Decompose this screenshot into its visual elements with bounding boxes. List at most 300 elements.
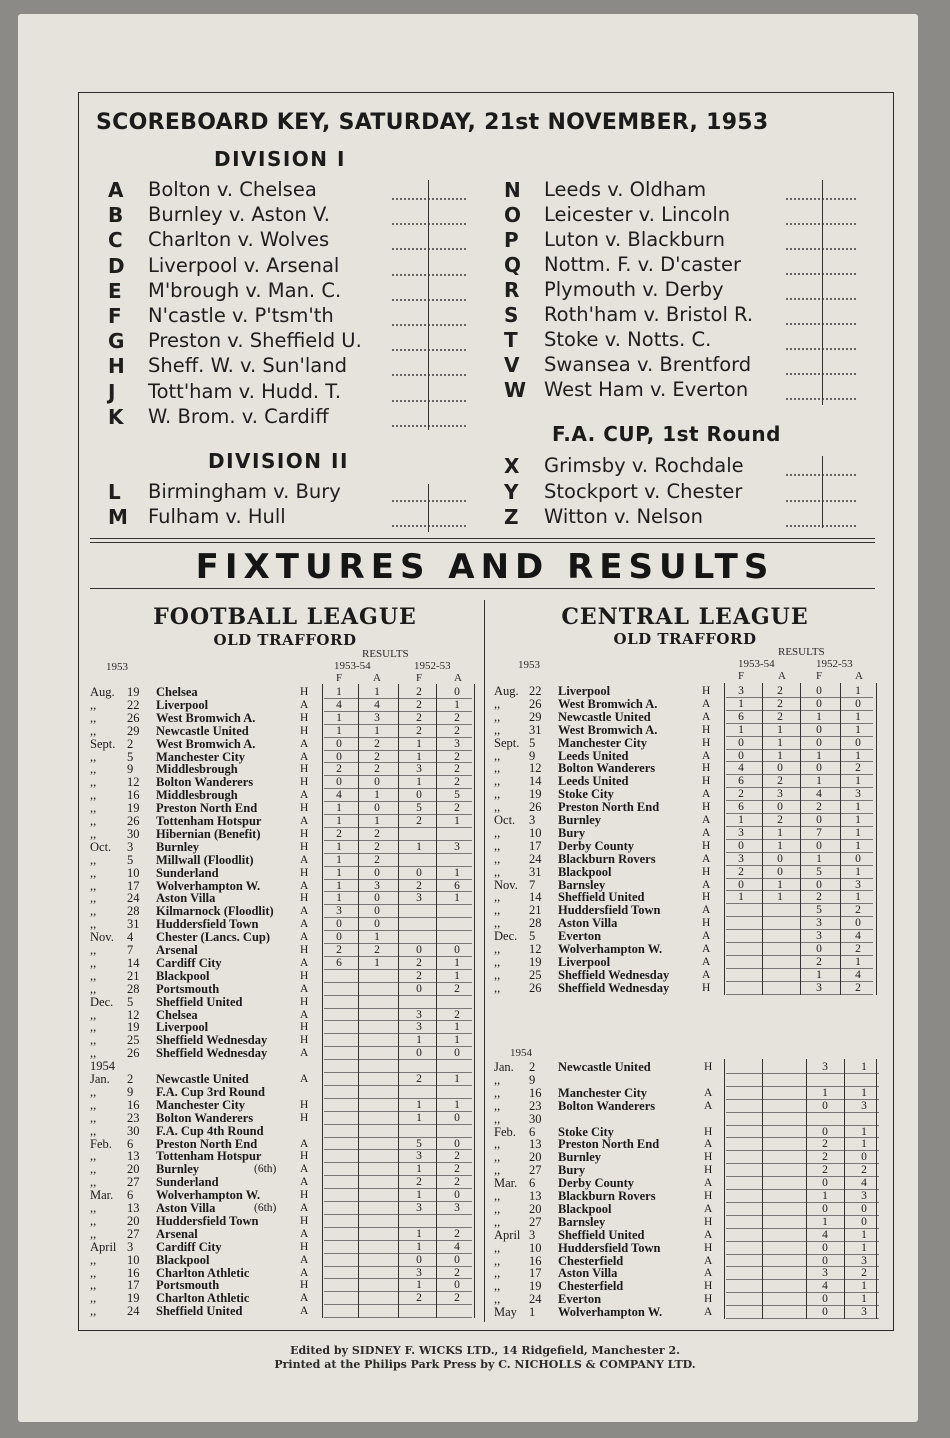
month-cell: ,, [90, 904, 97, 919]
month-cell: ,, [494, 1189, 501, 1203]
footer-editor: Edited by SIDNEY F. WICKS LTD., 14 Ridgefield, Manchester 2. [290, 1344, 680, 1357]
score-against-cell: 1 [374, 815, 380, 827]
score-against-cell: 2 [454, 1150, 460, 1163]
score-divider [428, 484, 429, 532]
score-against-cell: 2 [374, 944, 380, 956]
day-cell: 20 [529, 1150, 542, 1165]
score-against-cell: 1 [861, 1125, 867, 1138]
opponent-cell: Sunderland [156, 865, 219, 880]
day-cell: 16 [529, 1253, 542, 1268]
score-for-cell: 1 [416, 1163, 422, 1176]
day-cell: 26 [127, 710, 140, 725]
score-against-cell: 0 [454, 944, 460, 956]
central-league-title: CENTRAL LEAGUE [561, 604, 809, 630]
score-for-cell: 0 [416, 866, 422, 879]
opponent-cell: West Bromwich A. [558, 722, 658, 737]
score-for-cell: 0 [738, 839, 744, 852]
venue-cell: H [704, 1061, 713, 1073]
venue-cell: H [702, 865, 711, 878]
day-cell: 19 [127, 1020, 140, 1035]
for-label: F [416, 672, 423, 684]
score-for-cell: 1 [816, 710, 822, 723]
score-entry-line [786, 248, 856, 250]
venue-cell: H [300, 776, 309, 789]
score-for-cell: 5 [416, 1137, 422, 1150]
opponent-cell: Leeds United [558, 774, 629, 789]
day-cell: 22 [529, 684, 542, 698]
fixtures-title: FIXTURES AND RESULTS [195, 547, 775, 587]
venue-cell: A [300, 905, 309, 918]
score-divider [822, 180, 823, 405]
month-cell: Feb. [90, 1136, 112, 1151]
opponent-cell: Burnley [156, 1162, 200, 1177]
score-against-cell: 1 [861, 1241, 867, 1254]
month-cell: Sept. [90, 736, 116, 751]
score-for-cell: 0 [416, 789, 422, 802]
month-cell: Jan. [494, 1060, 514, 1074]
score-against-cell: 1 [855, 749, 861, 762]
day-cell: 19 [127, 685, 140, 699]
month-cell: Mar. [90, 1188, 114, 1203]
month-cell: ,, [494, 722, 501, 737]
score-for-cell: 5 [416, 802, 422, 815]
opponent-cell: Huddersfield Town [558, 903, 661, 918]
fixture-text: Fulham v. Hull [148, 505, 286, 528]
score-entry-line [786, 500, 856, 502]
day-cell: 29 [127, 723, 140, 738]
score-against-cell: 1 [777, 878, 783, 891]
venue-cell: H [300, 892, 309, 905]
day-cell: 31 [127, 917, 140, 932]
day-cell: 20 [127, 1162, 140, 1177]
opponent-cell: F.A. Cup 3rd Round [156, 1084, 265, 1099]
opponent-cell: Manchester City [558, 735, 647, 750]
day-cell: 14 [529, 774, 542, 789]
score-against-cell: 3 [454, 840, 460, 853]
score-for-cell: 1 [336, 853, 342, 866]
score-against-cell: 3 [861, 1306, 867, 1319]
table-column-line [844, 1059, 845, 1319]
score-against-cell: 2 [454, 776, 460, 789]
fixture-letter: G [108, 329, 125, 354]
day-cell: 30 [127, 826, 140, 841]
score-against-cell: 2 [454, 1176, 460, 1189]
opponent-cell: Blackpool [156, 968, 210, 983]
venue-cell: H [300, 866, 309, 879]
score-against-cell: 0 [855, 697, 861, 710]
score-for-cell: 5 [816, 904, 822, 917]
score-for-cell: 0 [816, 736, 822, 749]
score-for-cell: 0 [822, 1202, 828, 1215]
venue-cell: A [702, 814, 711, 826]
score-for-cell: 2 [416, 724, 422, 737]
venue-cell: A [704, 1086, 713, 1099]
football-league-subtitle: OLD TRAFFORD [213, 631, 357, 649]
day-cell: 21 [529, 903, 542, 918]
score-against-cell: 3 [855, 878, 861, 891]
score-against-cell: 1 [861, 1138, 867, 1151]
score-for-cell: 1 [336, 802, 342, 815]
score-for-cell: 1 [416, 1227, 422, 1240]
month-cell: ,, [90, 775, 97, 790]
month-cell: Oct. [90, 839, 112, 854]
score-for-cell: 0 [822, 1241, 828, 1254]
month-cell: ,, [90, 762, 97, 777]
score-for-cell: 0 [416, 982, 422, 995]
opponent-cell: West Bromwich A. [156, 736, 256, 751]
month-cell: Sept. [494, 735, 520, 750]
day-cell: 23 [529, 1098, 542, 1113]
for-label: F [738, 670, 745, 682]
score-against-cell: 2 [454, 802, 460, 815]
venue-cell: A [702, 930, 711, 943]
score-against-cell: 1 [861, 1293, 867, 1306]
venue-cell: H [702, 917, 711, 930]
score-for-cell: 0 [336, 918, 342, 931]
score-for-cell: 1 [822, 1190, 828, 1202]
score-against-cell: 0 [861, 1202, 867, 1215]
venue-cell: A [702, 826, 711, 839]
month-cell: ,, [90, 1291, 97, 1306]
score-against-cell: 2 [777, 814, 783, 826]
score-against-cell: 1 [855, 775, 861, 788]
opponent-cell: Sheffield United [156, 1304, 243, 1319]
score-against-cell: 2 [777, 710, 783, 723]
venue-cell: H [300, 969, 309, 982]
score-against-cell: 3 [374, 711, 380, 724]
day-cell: 16 [127, 1265, 140, 1280]
fixture-letter: A [108, 178, 124, 202]
day-cell: 9 [127, 762, 134, 777]
score-against-cell: 1 [855, 801, 861, 814]
score-against-cell: 1 [374, 724, 380, 737]
score-against-cell: 0 [861, 1151, 867, 1164]
venue-cell: A [702, 943, 711, 955]
fixture-letter: N [504, 178, 521, 202]
day-cell: 2 [127, 1072, 134, 1086]
score-against-cell: 2 [374, 737, 380, 750]
score-entry-line [786, 273, 856, 275]
score-for-cell: 0 [822, 1099, 828, 1112]
score-entry-line [392, 274, 466, 276]
opponent-cell: Chelsea [156, 685, 198, 699]
fixture-letter: Q [504, 253, 522, 277]
score-against-cell: 1 [374, 956, 380, 969]
opponent-cell: Charlton Athletic [156, 1291, 250, 1306]
venue-cell: A [702, 749, 711, 762]
score-against-cell: 0 [374, 918, 380, 931]
month-cell: ,, [494, 1111, 501, 1126]
score-for-cell: 3 [738, 852, 744, 865]
score-against-cell: 3 [454, 737, 460, 750]
score-for-cell: 1 [336, 879, 342, 892]
day-cell: 27 [127, 1175, 140, 1190]
score-against-cell: 2 [454, 724, 460, 737]
score-against-cell: 1 [861, 1061, 867, 1073]
day-cell: 13 [127, 1149, 140, 1164]
fixture-text: Stockport v. Chester [544, 479, 743, 503]
month-cell: ,, [494, 916, 501, 931]
score-against-cell: 1 [454, 698, 460, 711]
score-for-cell: 0 [816, 943, 822, 955]
opponent-cell: Tottenham Hotspur [156, 1149, 262, 1164]
fixture-letter: W [504, 378, 527, 402]
score-against-cell: 2 [777, 697, 783, 710]
opponent-cell: Portsmouth [156, 981, 220, 996]
opponent-cell: Middlesbrough [156, 788, 238, 803]
score-against-cell: 2 [454, 1163, 460, 1176]
score-for-cell: 0 [822, 1125, 828, 1138]
score-against-cell: 2 [374, 763, 380, 776]
month-cell: ,, [494, 1072, 501, 1087]
score-for-cell: 3 [416, 1008, 422, 1021]
month-cell: ,, [90, 788, 97, 803]
opponent-cell: Bury [558, 1163, 586, 1178]
opponent-cell: Stoke City [558, 787, 614, 802]
opponent-cell: Portsmouth [156, 1278, 220, 1293]
fixture-letter: B [108, 203, 124, 228]
score-against-cell: 1 [777, 749, 783, 762]
day-cell: 5 [529, 929, 536, 944]
venue-cell: A [300, 750, 309, 763]
month-cell: ,, [90, 852, 97, 867]
score-for-cell: 0 [336, 750, 342, 763]
score-for-cell: 1 [336, 711, 342, 724]
month-cell: ,, [494, 980, 501, 995]
divider-line [90, 542, 875, 543]
opponent-cell: Chester (Lancs. Cup) [156, 930, 271, 945]
day-cell: 20 [529, 1201, 542, 1216]
venue-cell: H [702, 762, 711, 775]
venue-cell: H [704, 1280, 713, 1293]
opponent-cell: Barnsley [558, 1214, 606, 1229]
venue-cell: H [702, 775, 711, 788]
score-against-cell: 1 [374, 931, 380, 944]
opponent-cell: Burnley [558, 813, 602, 827]
score-for-cell: 0 [416, 944, 422, 956]
day-cell: 2 [529, 1060, 536, 1074]
score-for-cell: 3 [416, 1266, 422, 1279]
table-column-line [762, 683, 763, 995]
score-entry-line [786, 474, 856, 476]
opponent-cell: Everton [558, 929, 602, 944]
score-for-cell: 0 [822, 1254, 828, 1267]
fixture-text: West Ham v. Everton [544, 378, 749, 401]
footer-printer: Printed at the Philips Park Press by C. NICHOLLS & COMPANY LTD. [274, 1358, 696, 1371]
score-against-cell: 4 [861, 1177, 867, 1190]
day-cell: 26 [529, 800, 542, 815]
score-for-cell: 2 [816, 955, 822, 968]
day-cell: 19 [529, 1279, 542, 1294]
results-label: RESULTS [362, 648, 409, 660]
fixture-text: Nottm. F. v. D'caster [544, 253, 741, 276]
score-for-cell: 2 [822, 1151, 828, 1164]
score-against-cell: 1 [777, 723, 783, 736]
fixture-letter: D [108, 253, 125, 278]
day-cell: 31 [529, 864, 542, 879]
score-for-cell: 1 [336, 840, 342, 853]
opponent-cell: Liverpool [558, 684, 611, 698]
against-label: A [778, 670, 786, 682]
venue-cell: H [702, 685, 711, 697]
venue-cell: H [300, 1098, 309, 1111]
score-for-cell: 1 [416, 750, 422, 763]
opponent-cell: Bolton Wanderers [558, 761, 656, 776]
day-cell: 13 [529, 1137, 542, 1152]
month-cell: ,, [90, 723, 97, 738]
season-label: 1953-54 [738, 658, 775, 670]
football-league-title: FOOTBALL LEAGUE [153, 604, 417, 630]
score-for-cell: 2 [822, 1138, 828, 1151]
divider-line [90, 538, 875, 539]
score-against-cell: 4 [855, 968, 861, 981]
fixture-text: Tott'ham v. Hudd. T. [148, 379, 342, 403]
score-against-cell: 2 [374, 853, 380, 866]
fixture-letter: E [108, 278, 122, 303]
day-cell: 12 [529, 761, 542, 776]
score-for-cell: 3 [822, 1061, 828, 1073]
opponent-cell: Sheffield United [558, 890, 645, 905]
venue-cell: A [300, 1253, 309, 1266]
score-against-cell: 2 [454, 1227, 460, 1240]
venue-cell: H [300, 1150, 309, 1163]
month-cell: ,, [90, 710, 97, 725]
venue-cell: A [300, 789, 309, 802]
venue-cell: A [300, 815, 309, 827]
day-cell: 14 [127, 955, 140, 970]
opponent-cell: Chelsea [156, 1007, 198, 1022]
opponent-cell: Wolverhampton W. [156, 1188, 261, 1203]
table-rule [726, 1318, 879, 1319]
opponent-cell: Manchester City [156, 1097, 245, 1112]
venue-cell: H [300, 1021, 309, 1034]
round-note-cell: (6th) [254, 1202, 277, 1214]
score-against-cell: 2 [855, 981, 861, 994]
score-for-cell: 1 [416, 1189, 422, 1202]
month-cell: ,, [494, 774, 501, 789]
fixture-letter: K [108, 404, 124, 429]
score-for-cell: 1 [336, 866, 342, 879]
score-for-cell: 0 [816, 762, 822, 775]
venue-cell: H [702, 839, 711, 852]
venue-cell: H [702, 891, 711, 904]
opponent-cell: Sheffield Wednesday [558, 967, 670, 982]
fixture-text: Liverpool v. Arsenal [148, 253, 340, 277]
day-cell: 26 [127, 1046, 140, 1061]
score-for-cell: 3 [816, 930, 822, 943]
score-for-cell: 3 [738, 826, 744, 839]
score-for-cell: 2 [416, 711, 422, 724]
year-label: 1953 [518, 659, 540, 671]
venue-cell: H [704, 1125, 713, 1138]
score-against-cell: 1 [855, 685, 861, 697]
score-against-cell: 0 [454, 1279, 460, 1292]
day-cell: 13 [127, 1201, 140, 1215]
score-against-cell: 3 [861, 1254, 867, 1267]
day-cell: 22 [127, 697, 140, 712]
day-cell: 7 [127, 943, 134, 957]
month-cell: ,, [494, 838, 501, 853]
day-cell: 6 [127, 1136, 134, 1151]
score-entry-line [392, 525, 466, 527]
score-for-cell: 1 [822, 1086, 828, 1099]
score-for-cell: 3 [336, 905, 342, 918]
score-entry-line [392, 374, 466, 376]
opponent-cell: Aston Villa [156, 891, 216, 906]
score-against-cell: 0 [855, 917, 861, 930]
score-for-cell: 3 [816, 917, 822, 930]
month-cell: ,, [494, 800, 501, 815]
score-for-cell: 7 [816, 826, 822, 839]
score-for-cell: 1 [336, 686, 342, 698]
month-cell: ,, [90, 697, 97, 712]
opponent-cell: Liverpool [558, 954, 611, 969]
day-cell: 16 [529, 1085, 542, 1100]
opponent-cell: Chesterfield [558, 1279, 624, 1294]
score-entry-line [786, 323, 856, 325]
venue-cell: H [300, 995, 309, 1008]
month-cell: ,, [90, 878, 97, 893]
month-cell: April [494, 1227, 521, 1242]
month-cell: Dec. [90, 994, 114, 1009]
month-cell: ,, [90, 1226, 97, 1241]
score-for-cell: 4 [822, 1280, 828, 1293]
score-for-cell: 1 [738, 723, 744, 736]
score-for-cell: 1 [738, 697, 744, 710]
day-cell: 24 [529, 1292, 542, 1307]
score-against-cell: 1 [855, 814, 861, 826]
score-for-cell: 1 [416, 776, 422, 789]
opponent-cell: Arsenal [156, 943, 198, 957]
score-entry-line [392, 349, 466, 351]
venue-cell: A [704, 1202, 713, 1215]
fixture-text: Birmingham v. Bury [148, 480, 341, 503]
month-cell: ,, [90, 1213, 97, 1228]
day-cell: 26 [529, 980, 542, 995]
venue-cell: A [704, 1254, 713, 1267]
score-for-cell: 1 [416, 737, 422, 750]
opponent-cell: Burnley [558, 1150, 602, 1165]
opponent-cell: Kilmarnock (Floodlit) [156, 904, 274, 919]
month-cell: ,, [494, 1240, 501, 1255]
opponent-cell: Leeds United [558, 748, 629, 763]
opponent-cell: West Bromwich A. [156, 710, 256, 725]
venue-cell: H [300, 802, 309, 815]
venue-cell: H [300, 1189, 309, 1202]
score-for-cell: 2 [416, 1292, 422, 1305]
month-cell: ,, [494, 1137, 501, 1152]
score-for-cell: 2 [336, 763, 342, 776]
month-cell: ,, [494, 825, 501, 840]
score-against-cell: 1 [454, 969, 460, 982]
opponent-cell: Huddersfield Town [156, 917, 259, 932]
day-cell: 24 [127, 1304, 140, 1319]
day-cell: 3 [529, 1227, 536, 1242]
month-cell: ,, [90, 981, 97, 996]
score-for-cell: 0 [816, 685, 822, 697]
day-cell: 4 [127, 930, 134, 945]
month-cell: Oct. [494, 813, 516, 827]
score-for-cell: 2 [336, 944, 342, 956]
score-against-cell: 1 [861, 1228, 867, 1241]
opponent-cell: Everton [558, 1292, 602, 1307]
day-cell: 6 [127, 1188, 134, 1203]
venue-cell: H [300, 711, 309, 724]
score-against-cell: 1 [777, 891, 783, 904]
day-cell: 27 [127, 1226, 140, 1241]
month-cell: ,, [494, 696, 501, 711]
month-cell: ,, [90, 865, 97, 880]
